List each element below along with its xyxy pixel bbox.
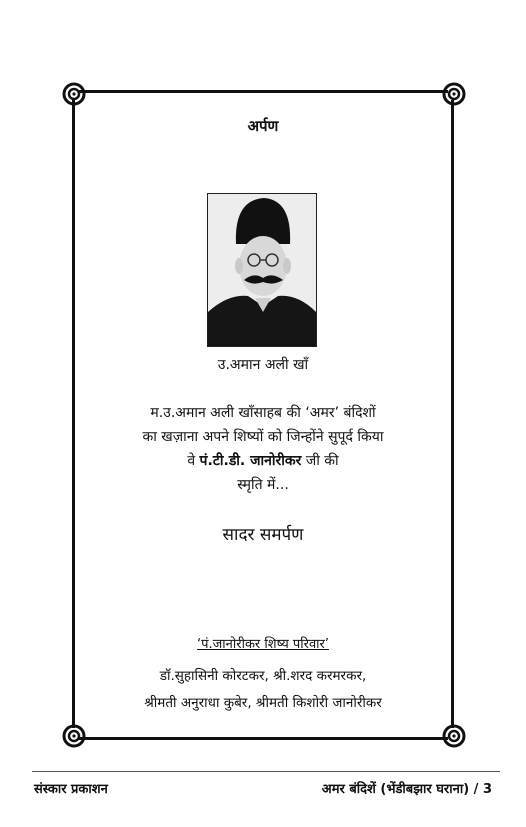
paragraph-line: स्मृति में...	[237, 477, 289, 493]
page-title: अर्पण	[247, 117, 279, 135]
disciple-family-label: ‘पं.जानोरीकर शिष्य परिवार’	[197, 637, 329, 652]
dedication-paragraph	[0, 401, 526, 497]
disciple-family	[0, 634, 526, 652]
corner-ornament-icon	[60, 722, 88, 750]
names-line: डॉ.सुहासिनी कोरटकर, श्री.शरद करमरकर,	[159, 668, 367, 684]
paragraph-text: वे	[187, 453, 200, 469]
paragraph-line: का खज़ाना अपने शिष्यों को जिन्होंने सुपूर्द किया	[142, 429, 384, 445]
paragraph-text: जी की	[301, 453, 339, 469]
portrait-caption: उ.अमान अली खाँ	[217, 357, 309, 373]
corner-ornament-icon	[60, 80, 88, 108]
book-title-page-number: अमर बंदिशें (भेंडीबझार घराना) / 3	[321, 782, 492, 797]
frame-bottom-border	[78, 737, 448, 740]
disciple-names	[0, 663, 526, 717]
corner-ornament-icon	[440, 80, 468, 108]
portrait-photo	[207, 193, 317, 347]
corner-ornament-icon	[440, 722, 468, 750]
frame-top-border	[78, 90, 448, 93]
guru-name: पं.टी.डी. जानोरीकर	[199, 453, 302, 469]
publisher-name: संस्कार प्रकाशन	[34, 782, 108, 797]
paragraph-line	[0, 449, 526, 473]
footer-divider	[32, 771, 500, 772]
names-line: श्रीमती अनुराधा कुबेर, श्रीमती किशोरी जानोरीकर	[144, 695, 382, 711]
paragraph-line: म.उ.अमान अली खाँसाहब की ‘अमर’ बंदिशों	[150, 405, 376, 421]
dedication-title: सादर समर्पण	[222, 525, 304, 545]
